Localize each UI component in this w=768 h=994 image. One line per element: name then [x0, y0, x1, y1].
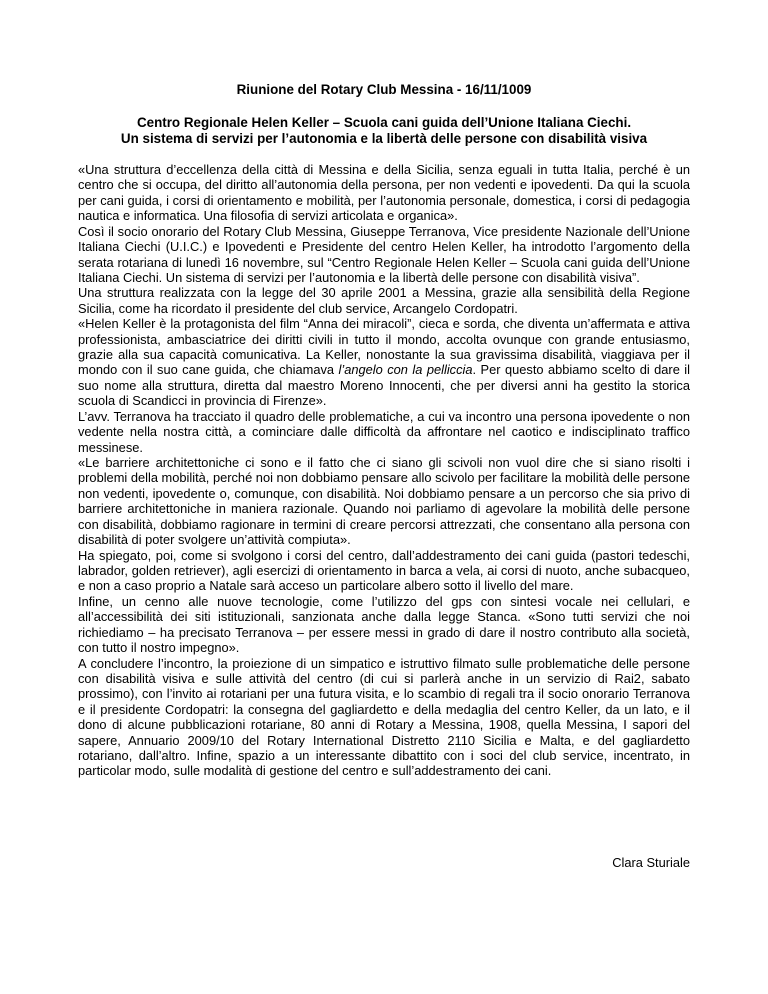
paragraph: «Le barriere architettoniche ci sono e il fatto che ci siano gli scivoli non vuol dire che si siano risolti i problemi della mobilità, perché noi non dobbiamo pensare allo scivolo per facilitare la mobilità delle persone non vedenti, ipovedente o, comunque, con disabilità. Noi dobbiamo pensare a un percorso che sia privo di barriere architettoniche in maniera razionale. Quando noi parliamo di agevolare la mobilità delle persone con disabilità, dobbiamo ragionare in termini di creare percorsi attrezzati, che consentano alla persona con disabilità di poter svolgere un’attività compiuta».: [78, 455, 690, 548]
paragraph: [78, 316, 690, 409]
subtitle-line-2: Un sistema di servizi per l’autonomia e la libertà delle persone con disabilità visiva: [120, 131, 648, 146]
paragraph-text: «Helen Keller è la protagonista del film “Anna dei miracoli”, cieca e sorda, che diventa un’affermata e attiva professionista, ambasciatrice dei diritti civili in tutto il mondo, accolta ovunque con grande entusiasmo, grazie alla sua capacità comunicativa. La Keller, nonostante la sua gravissima disabilità, viaggiava per il mondo con il suo cane guida, che chiamava: [78, 316, 690, 378]
paragraph: A concludere l’incontro, la proiezione di un simpatico e istruttivo filmato sulle problematiche delle persone con disabilità visiva e sulle attività del centro (di cui si parlerà anche in un servizio di Rai2, sabato prossimo), con l’invito ai rotariani per una futura visita, e lo scambio di regali tra il socio onorario Terranova e il presidente Cordopatri: la consegna del gagliardetto e della medaglia del centro Keller, da un lato, e il dono di alcune pubblicazioni rotariane, 80 anni di Rotary a Messina, 1908, quella Messina, I sapori del sapere, Annuario 2009/10 del Rotary International Distretto 2110 Sicilia e Malta, e del gagliardetto rotariano, dall’altro. Infine, spazio a un interessante dibattito con i soci del club service, incentrato, in particolar modo, sulle modalità di gestione del centro e sull’addestramento dei cani.: [78, 655, 690, 779]
article-body: [78, 162, 690, 779]
paragraph: Infine, un cenno alle nuove tecnologie, come l’utilizzo del gps con sintesi vocale nei cellulari, e all’accessibilità dei siti istituzionali, sanzionata anche dalla legge Stanca. «Sono tutti servizi che noi richiediamo – ha precisato Terranova – per essere messi in grado di dare il nostro contributo alla società, con tutto il nostro impegno».: [78, 593, 690, 656]
paragraph-text: . Per questo abbiamo scelto di dare il suo nome alla struttura, diretta dal maestro Moreno Innocenti, che per diversi anni ha gestito la storica scuola di Scandicci in provincia di Firenze».: [78, 362, 690, 409]
paragraph: Ha spiegato, poi, come si svolgono i corsi del centro, dall’addestramento dei cani guida (pastori tedeschi, labrador, golden retriever), agli esercizi di orientamento in barca a vela, ai corsi di nuoto, anche subacqueo, e non a caso proprio a Natale sarà acceso un particolare albero sotto il livello del mare.: [78, 547, 690, 594]
paragraph: L’avv. Terranova ha tracciato il quadro delle problematiche, a cui va incontro una persona ipovedente o non vedente nella nostra città, a cominciare dalle difficoltà da affrontare nel caotico e indisciplinato traffico messinese.: [78, 408, 690, 455]
author-signature: Clara Sturiale: [612, 855, 690, 870]
subtitle-line-1: Centro Regionale Helen Keller – Scuola cani guida dell’Unione Italiana Ciechi.: [136, 115, 632, 130]
document-subtitle: [78, 115, 690, 147]
document-page: [78, 82, 690, 779]
document-title: Riunione del Rotary Club Messina - 16/11/1009: [236, 82, 532, 97]
paragraph: Una struttura realizzata con la legge del 30 aprile 2001 a Messina, grazie alla sensibilità della Regione Sicilia, come ha ricordato il presidente del club service, Arcangelo Cordopatri.: [78, 285, 690, 316]
paragraph: «Una struttura d’eccellenza della città di Messina e della Sicilia, senza eguali in tutta Italia, perché è un centro che si occupa, del diritto all’autonomia della persona, per non vedenti e ipovedenti. Da qui la scuola per cani guida, i corsi di orientamento e mobilità, per l’autonomia personale, domestica, i corsi di pedagogia nautica e informatica. Una filosofia di servizi articolata e organica».: [78, 162, 690, 224]
italic-phrase: l’angelo con la pelliccia: [338, 362, 473, 378]
paragraph: Così il socio onorario del Rotary Club Messina, Giuseppe Terranova, Vice presidente Nazionale dell’Unione Italiana Ciechi (U.I.C.) e Ipovedenti e Presidente del centro Helen Keller, ha introdotto l’argomento della serata rotariana di lunedì 16 novembre, sul “Centro Regionale Helen Keller – Scuola cani guida dell’Unione Italiana Ciechi. Un sistema di servizi per l’autonomia e la libertà delle persone con disabilità visiva”.: [78, 223, 690, 285]
